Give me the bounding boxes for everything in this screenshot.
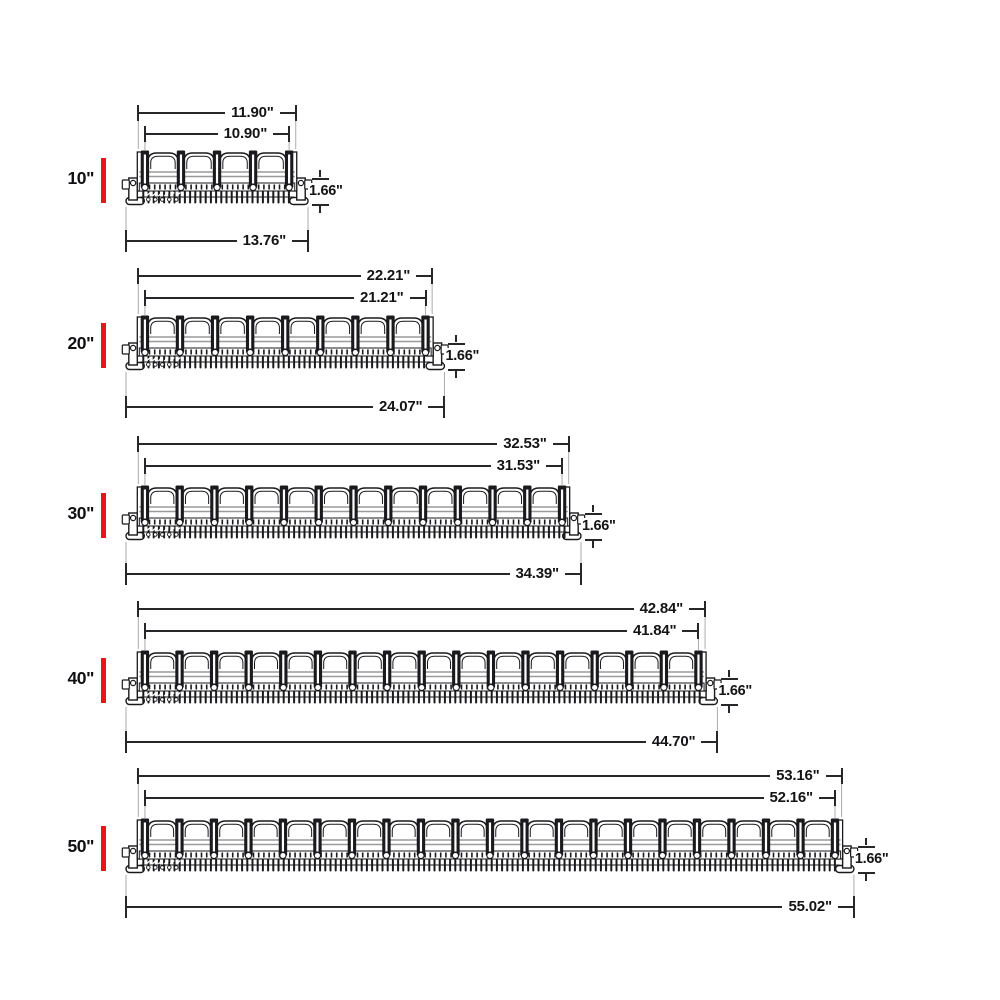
mount-width-value-10in: 13.76" bbox=[237, 231, 292, 251]
housing-width-dimension-30in bbox=[138, 435, 568, 452]
dimension-stub bbox=[455, 371, 457, 378]
size-label-30in: 30" bbox=[67, 503, 94, 523]
dimension-tick bbox=[585, 513, 602, 515]
height-value-40in: 1.66" bbox=[718, 683, 752, 699]
lens-width-value-50in: 52.16" bbox=[764, 788, 819, 808]
housing-width-value-40in: 42.84" bbox=[634, 599, 689, 619]
dimension-stub bbox=[455, 335, 457, 342]
housing-width-value-30in: 32.53" bbox=[497, 434, 552, 454]
dimension-tick bbox=[721, 678, 738, 680]
mount-width-dimension-50in bbox=[126, 898, 854, 915]
housing-width-dimension-10in bbox=[138, 104, 295, 121]
dimension-stub bbox=[592, 541, 594, 548]
lens-width-dimension-10in bbox=[145, 125, 289, 142]
size-accent-tick-50in bbox=[101, 826, 106, 871]
housing-width-value-10in: 11.90" bbox=[225, 103, 280, 123]
dimension-stub bbox=[865, 838, 867, 845]
mount-width-value-30in: 34.39" bbox=[510, 564, 565, 584]
lens-width-dimension-20in bbox=[145, 289, 426, 306]
mount-width-dimension-30in bbox=[126, 565, 581, 582]
height-value-30in: 1.66" bbox=[581, 518, 616, 534]
height-value-50in: 1.66" bbox=[854, 851, 889, 867]
lens-width-value-20in: 21.21" bbox=[354, 288, 409, 308]
height-value-20in: 1.66" bbox=[445, 348, 480, 364]
lens-width-dimension-40in bbox=[145, 622, 699, 639]
dimension-tick bbox=[448, 343, 465, 345]
dimension-stub bbox=[728, 670, 730, 677]
size-label-10in: 10" bbox=[67, 168, 94, 188]
dimension-tick bbox=[858, 846, 875, 848]
housing-width-value-50in: 53.16" bbox=[770, 766, 825, 786]
dimension-stub bbox=[319, 170, 321, 177]
lens-width-dimension-50in bbox=[145, 789, 835, 806]
mount-width-value-20in: 24.07" bbox=[373, 397, 428, 417]
housing-width-dimension-40in bbox=[138, 600, 705, 617]
size-label-50in: 50" bbox=[67, 836, 94, 856]
mount-width-dimension-20in bbox=[126, 398, 444, 415]
lens-width-value-30in: 31.53" bbox=[491, 456, 546, 476]
size-accent-tick-40in bbox=[101, 658, 106, 703]
housing-width-value-20in: 22.21" bbox=[361, 266, 416, 286]
dimension-stub bbox=[592, 505, 594, 512]
lens-width-value-40in: 41.84" bbox=[627, 621, 682, 641]
size-accent-tick-20in bbox=[101, 323, 106, 368]
dimension-stub bbox=[865, 874, 867, 881]
lens-width-value-10in: 10.90" bbox=[218, 124, 273, 144]
dimension-stub bbox=[319, 206, 321, 213]
mount-width-dimension-40in bbox=[126, 733, 717, 750]
mount-width-dimension-10in bbox=[126, 232, 308, 249]
housing-width-dimension-50in bbox=[138, 767, 841, 784]
mount-width-value-50in: 55.02" bbox=[782, 897, 837, 917]
size-accent-tick-30in bbox=[101, 493, 106, 538]
lens-width-dimension-30in bbox=[145, 457, 562, 474]
lightbar-drawing-50in bbox=[122, 784, 857, 914]
dimension-tick bbox=[312, 178, 329, 180]
size-accent-tick-10in bbox=[101, 158, 106, 203]
housing-width-dimension-20in bbox=[138, 267, 432, 284]
mount-width-value-40in: 44.70" bbox=[646, 732, 701, 752]
dimension-stub bbox=[728, 706, 730, 713]
height-value-10in: 1.66" bbox=[309, 183, 343, 199]
size-label-20in: 20" bbox=[67, 333, 94, 353]
size-label-40in: 40" bbox=[67, 668, 94, 688]
